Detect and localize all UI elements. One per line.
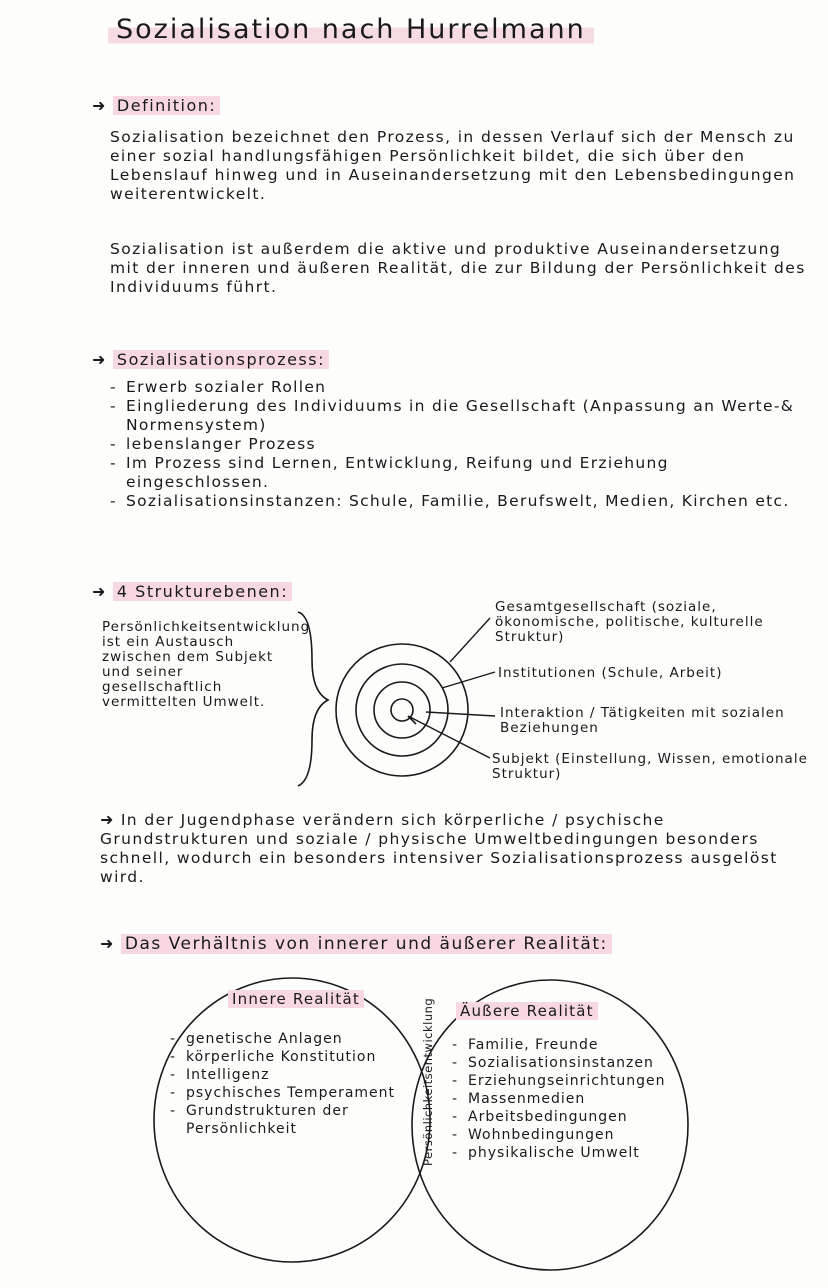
- reality-heading-label: Das Verhältnis von innerer und äußerer Realität:: [121, 934, 612, 954]
- outer-reality-title: Äußere Realität: [456, 1002, 598, 1020]
- definition-paragraph-2: Sozialisation ist außerdem die aktive und produktive Auseinandersetzung mit der inneren und äußeren Realität, die zur Bildung der Persönlichkeit des Individuums führt.: [110, 240, 806, 296]
- list-item: - Sozialisationsinstanzen: [452, 1054, 682, 1072]
- process-heading-label: Sozialisationsprozess:: [113, 350, 329, 369]
- definition-heading-label: Definition:: [113, 96, 220, 115]
- structure-left-text: Persönlichkeitsentwicklung ist ein Austausch zwischen dem Subjekt und seiner gesellschaftlich vermittelten Umwelt.: [102, 619, 311, 710]
- level-subjekt: Subjekt (Einstellung, Wissen, emotionale Struktur): [492, 751, 808, 782]
- definition-paragraph-1: Sozialisation bezeichnet den Prozess, in dessen Verlauf sich der Mensch zu einer sozial handlungsfähigen Persönlichkeit bildet, die sich über den Lebenslauf hinweg und in Auseinandersetzung mit den Lebensbedingungen weiterentwickelt.: [110, 128, 796, 203]
- outer-reality-list: [452, 1036, 682, 1162]
- level-institutionen: Institutionen (Schule, Arbeit): [498, 665, 723, 681]
- inner-reality-list: [170, 1030, 410, 1138]
- process-heading: [92, 350, 329, 369]
- list-item: - genetische Anlagen: [170, 1030, 410, 1048]
- arrow-icon: ➜: [100, 810, 115, 829]
- arrow-icon: ➜: [100, 934, 115, 953]
- definition-heading: [92, 96, 220, 115]
- arrow-icon: ➜: [92, 350, 107, 369]
- level-gesamtgesellschaft: Gesamtgesellschaft (soziale, ökonomische, politische, kulturelle Struktur): [495, 599, 764, 645]
- pointer-line-3: [426, 712, 495, 716]
- structure-diagram: [290, 600, 510, 800]
- curly-brace: [298, 612, 328, 786]
- pointer-line-2: [442, 672, 495, 688]
- structure-heading: [92, 582, 292, 601]
- ring-interaktion: [374, 682, 430, 738]
- youth-text: [100, 810, 812, 887]
- arrow-icon: ➜: [92, 582, 107, 601]
- list-item: - körperliche Konstitution: [170, 1048, 410, 1066]
- list-item: - Familie, Freunde: [452, 1036, 682, 1054]
- list-item: - psychisches Temperament: [170, 1084, 410, 1102]
- youth-text-label: In der Jugendphase verändern sich körperliche / psychische Grundstrukturen und soziale / physische Umweltbedingungen besonders schnell, wodurch ein besonders intensiver Sozialisationsprozess ausgelöst wird.: [100, 811, 778, 886]
- list-item: - lebenslanger Prozess: [110, 435, 815, 454]
- list-item: - Arbeitsbedingungen: [452, 1108, 682, 1126]
- list-item: - Eingliederung des Individuums in die Gesellschaft (Anpassung an Werte-& Normensystem): [110, 397, 815, 435]
- page-title: Sozialisation nach Hurrelmann: [108, 12, 594, 47]
- list-item: - Im Prozess sind Lernen, Entwicklung, Reifung und Erziehung eingeschlossen.: [110, 454, 815, 492]
- process-list: [110, 378, 815, 511]
- structure-heading-label: 4 Strukturebenen:: [113, 582, 292, 601]
- list-item: - Wohnbedingungen: [452, 1126, 682, 1144]
- list-item: - Massenmedien: [452, 1090, 682, 1108]
- reality-heading: [100, 934, 612, 954]
- list-item: - physikalische Umwelt: [452, 1144, 682, 1162]
- level-interaktion: Interaktion / Tätigkeiten mit sozialen Beziehungen: [500, 705, 785, 736]
- inner-reality-title: Innere Realität: [228, 990, 364, 1008]
- pointer-line-1: [450, 618, 490, 662]
- list-item: - Grundstrukturen der Persönlichkeit: [170, 1102, 410, 1138]
- list-item: - Erwerb sozialer Rollen: [110, 378, 815, 397]
- overlap-label: Persönlichkeitsentwicklung: [421, 997, 435, 1166]
- list-item: - Sozialisationsinstanzen: Schule, Familie, Berufswelt, Medien, Kirchen etc.: [110, 492, 815, 511]
- ring-institutionen: [356, 664, 448, 756]
- arrow-icon: ➜: [92, 96, 107, 115]
- list-item: - Intelligenz: [170, 1066, 410, 1084]
- list-item: - Erziehungseinrichtungen: [452, 1072, 682, 1090]
